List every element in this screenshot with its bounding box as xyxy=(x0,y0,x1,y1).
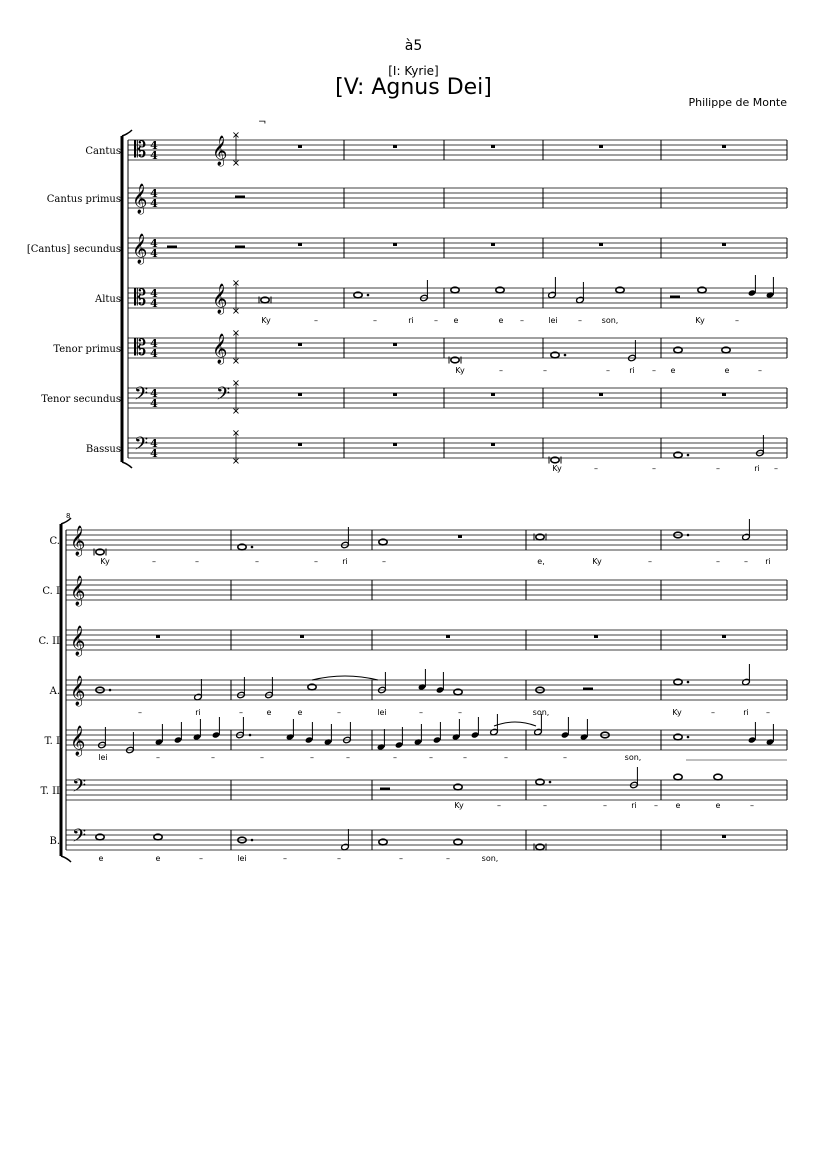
lyric-bassus: Ky xyxy=(552,464,562,473)
dot xyxy=(687,681,690,684)
bracket-top xyxy=(122,130,132,136)
lyric-cantus: – xyxy=(152,557,156,566)
dot xyxy=(109,689,112,692)
lyric-altus-2: – xyxy=(766,708,770,717)
alto-clef: 𝄡 xyxy=(134,138,147,163)
measure-rest xyxy=(491,443,495,446)
measure-rest xyxy=(298,443,302,446)
dot xyxy=(249,734,252,737)
lyric-tenor-i: – xyxy=(156,753,160,762)
staff-name-1: Cantus primus xyxy=(46,194,121,205)
lyric-tenor-ii: – xyxy=(603,801,607,810)
lyric-altus-2: ri xyxy=(195,708,201,717)
staff-name-0: Cantus xyxy=(85,146,121,157)
bracket-bottom xyxy=(122,462,132,468)
lyric-altus-2: e xyxy=(297,708,303,717)
lyric-bassus-2: – xyxy=(446,854,450,863)
lyric-tenor-i: – xyxy=(463,753,467,762)
tie xyxy=(312,676,378,680)
alto-clef: 𝄡 xyxy=(134,286,147,311)
lyric-bassus: ri xyxy=(754,464,760,473)
time-sig: 4 xyxy=(150,347,158,360)
measure-rest xyxy=(722,393,726,396)
lyric-altus-2: – xyxy=(239,708,243,717)
lyric-altus-2: lei xyxy=(377,708,387,717)
staff-name-short-1: C. I xyxy=(42,586,60,597)
bass-clef: 𝄢 xyxy=(72,776,87,801)
lyric-tenor-ii: – xyxy=(654,801,658,810)
lyric-altus: – xyxy=(373,316,377,325)
half-rest xyxy=(583,688,593,691)
lyric-tenor-primus: Ky xyxy=(455,366,465,375)
lyric-tenor-ii: e xyxy=(675,801,681,810)
lyric-cantus: – xyxy=(648,557,652,566)
measure-rest xyxy=(393,393,397,396)
time-sig: 4 xyxy=(150,287,158,300)
incipit-mark: × xyxy=(231,306,241,317)
incipit-mark: × xyxy=(231,130,241,141)
lyric-tenor-primus: ri xyxy=(629,366,635,375)
lyric-tenor-ii: ri xyxy=(631,801,637,810)
whole-note xyxy=(714,774,722,780)
treble-clef: 𝄞 xyxy=(212,334,228,364)
bass-clef: 𝄢 xyxy=(134,384,149,409)
lyric-cantus: – xyxy=(716,557,720,566)
measure-rest xyxy=(300,635,304,638)
lyric-tenor-i: – xyxy=(393,753,397,762)
staff-name-short-3: A. xyxy=(49,686,60,697)
measure-rest xyxy=(722,243,726,246)
lyric-tenor-i: lei xyxy=(98,753,108,762)
lyric-tenor-i: – xyxy=(504,753,508,762)
lyric-bassus-2: – xyxy=(199,854,203,863)
dot xyxy=(687,736,690,739)
half-rest xyxy=(235,196,245,199)
lyric-tenor-ii: – xyxy=(497,801,501,810)
lyric-altus-2: – xyxy=(138,708,142,717)
time-sig: 4 xyxy=(150,187,158,200)
lyric-tenor-ii: Ky xyxy=(454,801,464,810)
lyric-tenor-ii: e xyxy=(715,801,721,810)
time-sig: 4 xyxy=(150,247,158,260)
lyric-tenor-primus: e xyxy=(670,366,676,375)
staff-name-short-6: B. xyxy=(49,836,60,847)
measure-rest xyxy=(599,393,603,396)
lyric-altus-2: e xyxy=(266,708,272,717)
tie xyxy=(494,722,536,726)
treble-clef: 𝄞 xyxy=(212,136,228,166)
lyric-cantus: ri xyxy=(765,557,771,566)
bass-clef: 𝄢 xyxy=(72,826,87,851)
lyric-altus-2: Ky xyxy=(672,708,682,717)
dot xyxy=(251,546,254,549)
lyric-tenor-ii: – xyxy=(543,801,547,810)
staff-name-short-0: C. xyxy=(49,536,60,547)
bracket-bottom xyxy=(61,856,71,862)
lyric-altus: son, xyxy=(601,316,619,325)
lyric-altus: e xyxy=(498,316,504,325)
measure-rest xyxy=(722,835,726,838)
lyric-altus-2: – xyxy=(419,708,423,717)
measure-rest xyxy=(393,145,397,148)
dot xyxy=(687,454,690,457)
time-sig: 4 xyxy=(150,149,158,162)
lyric-tenor-ii: – xyxy=(750,801,754,810)
time-sig: 4 xyxy=(150,139,158,152)
incipit-mark: × xyxy=(231,378,241,389)
dot xyxy=(687,534,690,537)
lyric-bassus: – xyxy=(716,464,720,473)
lyric-tenor-i: – xyxy=(346,753,350,762)
measure-rest xyxy=(491,393,495,396)
lyric-cantus: e, xyxy=(537,557,545,566)
time-sig: 4 xyxy=(150,337,158,350)
half-rest xyxy=(167,246,177,249)
dot xyxy=(564,354,567,357)
measure-number: 8 xyxy=(66,512,71,520)
lyric-tenor-i: – xyxy=(563,753,567,762)
tie-mark: ¬ xyxy=(258,117,267,128)
staff-name-4: Tenor primus xyxy=(53,344,121,355)
measure-rest xyxy=(393,443,397,446)
measure-rest xyxy=(393,243,397,246)
lyric-altus-2: – xyxy=(458,708,462,717)
staff-name-6: Bassus xyxy=(85,444,121,455)
setting-label: à5 xyxy=(404,38,423,54)
incipit-mark: × xyxy=(231,456,241,467)
measure-rest xyxy=(594,635,598,638)
lyric-bassus: – xyxy=(774,464,778,473)
half-rest xyxy=(235,246,245,249)
lyric-tenor-primus: – xyxy=(758,366,762,375)
staff-name-2: [Cantus] secundus xyxy=(26,244,121,255)
lyric-tenor-i: son, xyxy=(624,753,642,762)
staff-name-5: Tenor secundus xyxy=(41,394,121,405)
measure-rest xyxy=(298,393,302,396)
lyric-altus: Ky xyxy=(695,316,705,325)
time-sig: 4 xyxy=(150,437,158,450)
lyric-bassus-2: son, xyxy=(481,854,499,863)
lyric-tenor-i: – xyxy=(211,753,215,762)
lyric-tenor-i: – xyxy=(429,753,433,762)
lyric-altus: ri xyxy=(408,316,414,325)
measure-rest xyxy=(393,343,397,346)
alto-clef: 𝄡 xyxy=(134,336,147,361)
treble-clef: 𝄞 xyxy=(70,526,86,556)
lyric-tenor-primus: – xyxy=(652,366,656,375)
treble-clef: 𝄞 xyxy=(132,184,148,214)
lyric-cantus: – xyxy=(744,557,748,566)
lyric-bassus: – xyxy=(652,464,656,473)
lyric-cantus: – xyxy=(195,557,199,566)
measure-rest xyxy=(722,635,726,638)
incipit-mark: × xyxy=(231,328,241,339)
treble-clef: 𝄞 xyxy=(70,726,86,756)
lyric-cantus: Ky xyxy=(592,557,602,566)
measure-rest xyxy=(599,145,603,148)
lyric-bassus-2: – xyxy=(399,854,403,863)
treble-clef: 𝄞 xyxy=(70,626,86,656)
time-sig: 4 xyxy=(150,447,158,460)
lyric-cantus: – xyxy=(255,557,259,566)
measure-rest xyxy=(491,145,495,148)
lyric-altus: e xyxy=(453,316,459,325)
incipit-mark: × xyxy=(231,158,241,169)
time-sig: 4 xyxy=(150,297,158,310)
measure-rest xyxy=(298,145,302,148)
time-sig: 4 xyxy=(150,397,158,410)
lyric-cantus: ri xyxy=(342,557,348,566)
time-sig: 4 xyxy=(150,387,158,400)
treble-clef: 𝄞 xyxy=(212,284,228,314)
measure-rest xyxy=(722,145,726,148)
lyric-tenor-i: – xyxy=(310,753,314,762)
time-sig: 4 xyxy=(150,237,158,250)
staff-name-short-5: T. II xyxy=(40,786,60,797)
lyric-tenor-primus: e xyxy=(724,366,730,375)
time-sig: 4 xyxy=(150,197,158,210)
lyric-bassus-2: lei xyxy=(237,854,247,863)
measure-rest xyxy=(298,343,302,346)
page-title: [V: Agnus Dei] xyxy=(335,75,492,100)
measure-rest xyxy=(298,243,302,246)
lyric-altus: – xyxy=(735,316,739,325)
lyric-altus: – xyxy=(434,316,438,325)
lyric-bassus-2: – xyxy=(337,854,341,863)
staff-name-short-4: T. I xyxy=(44,736,60,747)
treble-clef: 𝄞 xyxy=(70,576,86,606)
measure-rest xyxy=(491,243,495,246)
lyric-altus-2: ri xyxy=(743,708,749,717)
dot xyxy=(251,839,254,842)
lyric-tenor-primus: – xyxy=(606,366,610,375)
lyric-altus: – xyxy=(314,316,318,325)
lyric-altus: lei xyxy=(548,316,558,325)
measure-rest xyxy=(446,635,450,638)
bass-clef: 𝄢 xyxy=(216,384,231,409)
lyric-altus: – xyxy=(578,316,582,325)
lyric-cantus: – xyxy=(314,557,318,566)
staff-name-3: Altus xyxy=(94,294,121,305)
lyric-altus-2: – xyxy=(337,708,341,717)
lyric-tenor-primus: – xyxy=(499,366,503,375)
incipit-mark: × xyxy=(231,278,241,289)
lyric-bassus-2: – xyxy=(283,854,287,863)
lyric-altus-2: – xyxy=(711,708,715,717)
bass-clef: 𝄢 xyxy=(134,434,149,459)
lyric-bassus-2: e xyxy=(155,854,161,863)
dot xyxy=(549,781,552,784)
dot xyxy=(367,294,370,297)
treble-clef: 𝄞 xyxy=(70,676,86,706)
lyric-tenor-i: – xyxy=(260,753,264,762)
lyric-tenor-primus: – xyxy=(543,366,547,375)
lyric-bassus: – xyxy=(594,464,598,473)
lyric-cantus: Ky xyxy=(100,557,110,566)
half-rest xyxy=(670,296,680,299)
incipit-mark: × xyxy=(231,428,241,439)
lyric-altus: Ky xyxy=(261,316,271,325)
staff-name-short-2: C. II xyxy=(38,636,60,647)
treble-clef: 𝄞 xyxy=(132,234,148,264)
measure-rest xyxy=(599,243,603,246)
subtitle: [I: Kyrie] xyxy=(388,64,439,78)
incipit-mark: × xyxy=(231,356,241,367)
lyric-altus: – xyxy=(520,316,524,325)
half-rest xyxy=(380,788,390,791)
lyric-cantus: – xyxy=(382,557,386,566)
incipit-mark: × xyxy=(231,406,241,417)
lyric-bassus-2: e xyxy=(98,854,104,863)
lyric-altus-2: son, xyxy=(532,708,550,717)
whole-note xyxy=(674,774,682,780)
measure-rest xyxy=(156,635,160,638)
composer: Philippe de Monte xyxy=(688,96,787,109)
measure-rest xyxy=(458,535,462,538)
